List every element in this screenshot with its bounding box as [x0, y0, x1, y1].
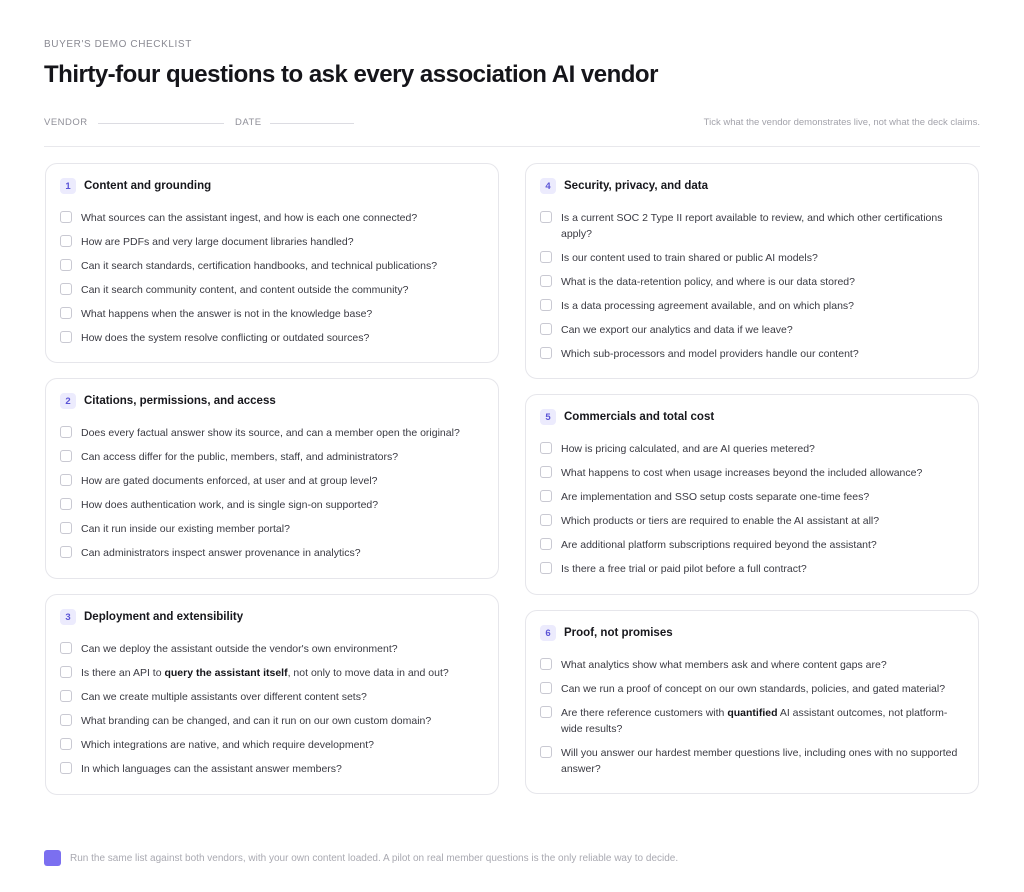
- checkbox[interactable]: [60, 738, 72, 750]
- question-text: [81, 665, 449, 681]
- checklist-item[interactable]: [60, 545, 482, 561]
- checkbox[interactable]: [540, 562, 552, 574]
- question-text: Are implementation and SSO setup costs separate one-time fees?: [561, 491, 870, 503]
- checkbox[interactable]: [60, 259, 72, 271]
- checklist: [540, 657, 962, 785]
- question-text: Is a data processing agreement available, and on which plans?: [561, 300, 855, 312]
- checklist-item[interactable]: [60, 425, 482, 441]
- section-header: [540, 178, 708, 194]
- checklist-item[interactable]: [60, 521, 482, 537]
- section-header: [60, 609, 243, 625]
- question-text: Can it run inside our existing member portal?: [81, 523, 290, 535]
- checkbox[interactable]: [60, 762, 72, 774]
- checklist-item[interactable]: [540, 489, 962, 505]
- question-text: Which products or tiers are required to enable the AI assistant at all?: [561, 515, 880, 527]
- checklist-item[interactable]: [60, 210, 482, 226]
- question-text-part: , not only to move data in and out?: [287, 667, 449, 679]
- question-emphasis: quantified: [727, 707, 778, 719]
- section-card: [45, 163, 499, 363]
- date-label: DATE: [235, 117, 262, 128]
- question-text: How does authentication work, and is single sign-on supported?: [81, 499, 379, 511]
- section-number: 1: [60, 178, 76, 194]
- question-text: How does the system resolve conflicting or outdated sources?: [81, 332, 370, 344]
- checklist-item[interactable]: [540, 274, 962, 290]
- question-text: Can we deploy the assistant outside the vendor's own environment?: [81, 643, 398, 655]
- footer-note: [44, 850, 678, 866]
- checkbox[interactable]: [60, 211, 72, 223]
- checklist: [540, 210, 962, 370]
- question-text: What branding can be changed, and can it run on our own custom domain?: [81, 715, 432, 727]
- question-text: In which languages can the assistant answer members?: [81, 763, 342, 775]
- checklist-item[interactable]: [540, 705, 962, 737]
- question-text-part: Are there reference customers with: [561, 707, 728, 719]
- checkbox[interactable]: [540, 490, 552, 502]
- question-text: Can it search standards, certification handbooks, and technical publications?: [81, 260, 438, 272]
- footer-text: Run the same list against both vendors, with your own content loaded. A pilot on real member questions is the only reliable way to decide.: [70, 852, 679, 864]
- vendor-date-row: [44, 117, 980, 131]
- question-text: What sources can the assistant ingest, and how is each one connected?: [81, 212, 418, 224]
- section-title: Citations, permissions, and access: [84, 395, 276, 407]
- question-emphasis: query the assistant itself: [164, 667, 288, 679]
- instruction-hint: Tick what the vendor demonstrates live, not what the deck claims.: [703, 117, 980, 128]
- checkbox[interactable]: [60, 690, 72, 702]
- checkbox[interactable]: [540, 299, 552, 311]
- section-number: 6: [540, 625, 556, 641]
- section-title: Content and grounding: [84, 180, 212, 192]
- section-number: 3: [60, 609, 76, 625]
- checkbox[interactable]: [60, 307, 72, 319]
- section-title: Commercials and total cost: [564, 411, 715, 423]
- checklist-item[interactable]: [60, 473, 482, 489]
- checklist-item[interactable]: [60, 258, 482, 274]
- question-text: Can we create multiple assistants over different content sets?: [81, 691, 367, 703]
- section-card: [45, 594, 499, 795]
- checkbox[interactable]: [60, 522, 72, 534]
- checklist-item[interactable]: [60, 282, 482, 298]
- question-text: Is there a free trial or paid pilot before a full contract?: [561, 563, 807, 575]
- checkbox[interactable]: [60, 426, 72, 438]
- question-text: How is pricing calculated, and are AI queries metered?: [561, 443, 815, 455]
- question-text: Does every factual answer show its source, and can a member open the original?: [81, 427, 460, 439]
- question-text: How are PDFs and very large document libraries handled?: [81, 236, 354, 248]
- checklist-item[interactable]: [60, 761, 482, 777]
- checkbox[interactable]: [540, 275, 552, 287]
- checklist-item[interactable]: [60, 665, 482, 681]
- question-text: How are gated documents enforced, at user and at group level?: [81, 475, 378, 487]
- question-text: What happens when the answer is not in the knowledge base?: [81, 308, 373, 320]
- page-title: Thirty-four questions to ask every association AI vendor: [44, 61, 658, 88]
- checklist-item[interactable]: [540, 441, 962, 457]
- checkbox[interactable]: [60, 714, 72, 726]
- section-header: [540, 625, 673, 641]
- question-text: Is a current SOC 2 Type II report available to review, and which other certifications apply?: [561, 212, 943, 240]
- section-number: 4: [540, 178, 556, 194]
- vendor-label: VENDOR: [44, 117, 88, 128]
- vendor-line: [98, 123, 224, 124]
- section-header: [60, 178, 211, 194]
- checkbox[interactable]: [60, 666, 72, 678]
- checklist-item[interactable]: [60, 449, 482, 465]
- checkbox[interactable]: [540, 323, 552, 335]
- question-text: Can it search community content, and content outside the community?: [81, 284, 409, 296]
- checkbox[interactable]: [60, 331, 72, 343]
- footer-accent-swatch: [44, 850, 61, 866]
- checklist-item[interactable]: [540, 346, 962, 362]
- checklist-item[interactable]: [60, 641, 482, 657]
- checklist: [60, 425, 482, 569]
- checklist-item[interactable]: [540, 745, 962, 777]
- checklist-item[interactable]: [60, 234, 482, 250]
- checklist-item[interactable]: [60, 330, 482, 346]
- checkbox[interactable]: [60, 642, 72, 654]
- section-title: Security, privacy, and data: [564, 180, 709, 192]
- section-card: [525, 394, 979, 595]
- checklist-item[interactable]: [540, 465, 962, 481]
- question-text: What analytics show what members ask and where content gaps are?: [561, 659, 887, 671]
- question-text: Can access differ for the public, members, staff, and administrators?: [81, 451, 399, 463]
- checklist-item[interactable]: [60, 713, 482, 729]
- section-title: Proof, not promises: [564, 627, 673, 639]
- checklist-item[interactable]: [540, 322, 962, 338]
- section-number: 2: [60, 393, 76, 409]
- checklist-item[interactable]: [60, 737, 482, 753]
- checkbox[interactable]: [60, 283, 72, 295]
- checkbox[interactable]: [540, 538, 552, 550]
- section-header: [540, 409, 714, 425]
- section-header: [60, 393, 276, 409]
- checkbox[interactable]: [60, 498, 72, 510]
- date-line: [270, 123, 354, 124]
- checkbox[interactable]: [540, 706, 552, 718]
- checklist-item[interactable]: [540, 298, 962, 314]
- section-card: [525, 163, 979, 379]
- section-title: Deployment and extensibility: [84, 611, 244, 623]
- checkbox[interactable]: [540, 442, 552, 454]
- question-text: Which sub-processors and model providers handle our content?: [561, 348, 859, 360]
- question-text: Are additional platform subscriptions required beyond the assistant?: [561, 539, 877, 551]
- checkbox[interactable]: [540, 746, 552, 758]
- question-text: Is our content used to train shared or public AI models?: [561, 252, 818, 264]
- checkbox[interactable]: [540, 658, 552, 670]
- checkbox[interactable]: [540, 347, 552, 359]
- section-card: [45, 378, 499, 579]
- checklist-item[interactable]: [540, 681, 962, 697]
- section-number: 5: [540, 409, 556, 425]
- checklist-item[interactable]: [60, 306, 482, 322]
- question-text-part: AI assistant outcomes, not platform-wide results?: [561, 707, 948, 735]
- question-text-part: Is there an API to: [81, 667, 165, 679]
- checklist-item[interactable]: [60, 689, 482, 705]
- question-text: Can administrators inspect answer provenance in analytics?: [81, 547, 361, 559]
- question-text: Can we export our analytics and data if we leave?: [561, 324, 793, 336]
- checkbox[interactable]: [60, 546, 72, 558]
- checklist-item[interactable]: [60, 497, 482, 513]
- page-eyebrow: BUYER'S DEMO CHECKLIST: [44, 39, 192, 50]
- checklist-item[interactable]: [540, 513, 962, 529]
- checkbox[interactable]: [60, 474, 72, 486]
- checkbox[interactable]: [540, 682, 552, 694]
- checklist-item[interactable]: [540, 210, 962, 242]
- checkbox[interactable]: [540, 466, 552, 478]
- header-divider: [44, 146, 980, 147]
- question-text: What happens to cost when usage increases beyond the included allowance?: [561, 467, 923, 479]
- checkbox[interactable]: [60, 235, 72, 247]
- question-text: Will you answer our hardest member questions live, including ones with no supported answer?: [561, 747, 958, 775]
- checklist: [540, 441, 962, 585]
- checklist-item[interactable]: [540, 657, 962, 673]
- question-text: [561, 705, 962, 737]
- checkbox[interactable]: [540, 211, 552, 223]
- checkbox[interactable]: [540, 251, 552, 263]
- checklist-item[interactable]: [540, 250, 962, 266]
- question-text: Which integrations are native, and which require development?: [81, 739, 375, 751]
- checklist: [60, 210, 482, 354]
- checkbox[interactable]: [60, 450, 72, 462]
- checklist-item[interactable]: [540, 561, 962, 577]
- checkbox[interactable]: [540, 514, 552, 526]
- question-text: Can we run a proof of concept on our own standards, policies, and gated material?: [561, 683, 946, 695]
- question-text: What is the data-retention policy, and where is our data stored?: [561, 276, 855, 288]
- checklist: [60, 641, 482, 785]
- section-card: [525, 610, 979, 794]
- checklist-item[interactable]: [540, 537, 962, 553]
